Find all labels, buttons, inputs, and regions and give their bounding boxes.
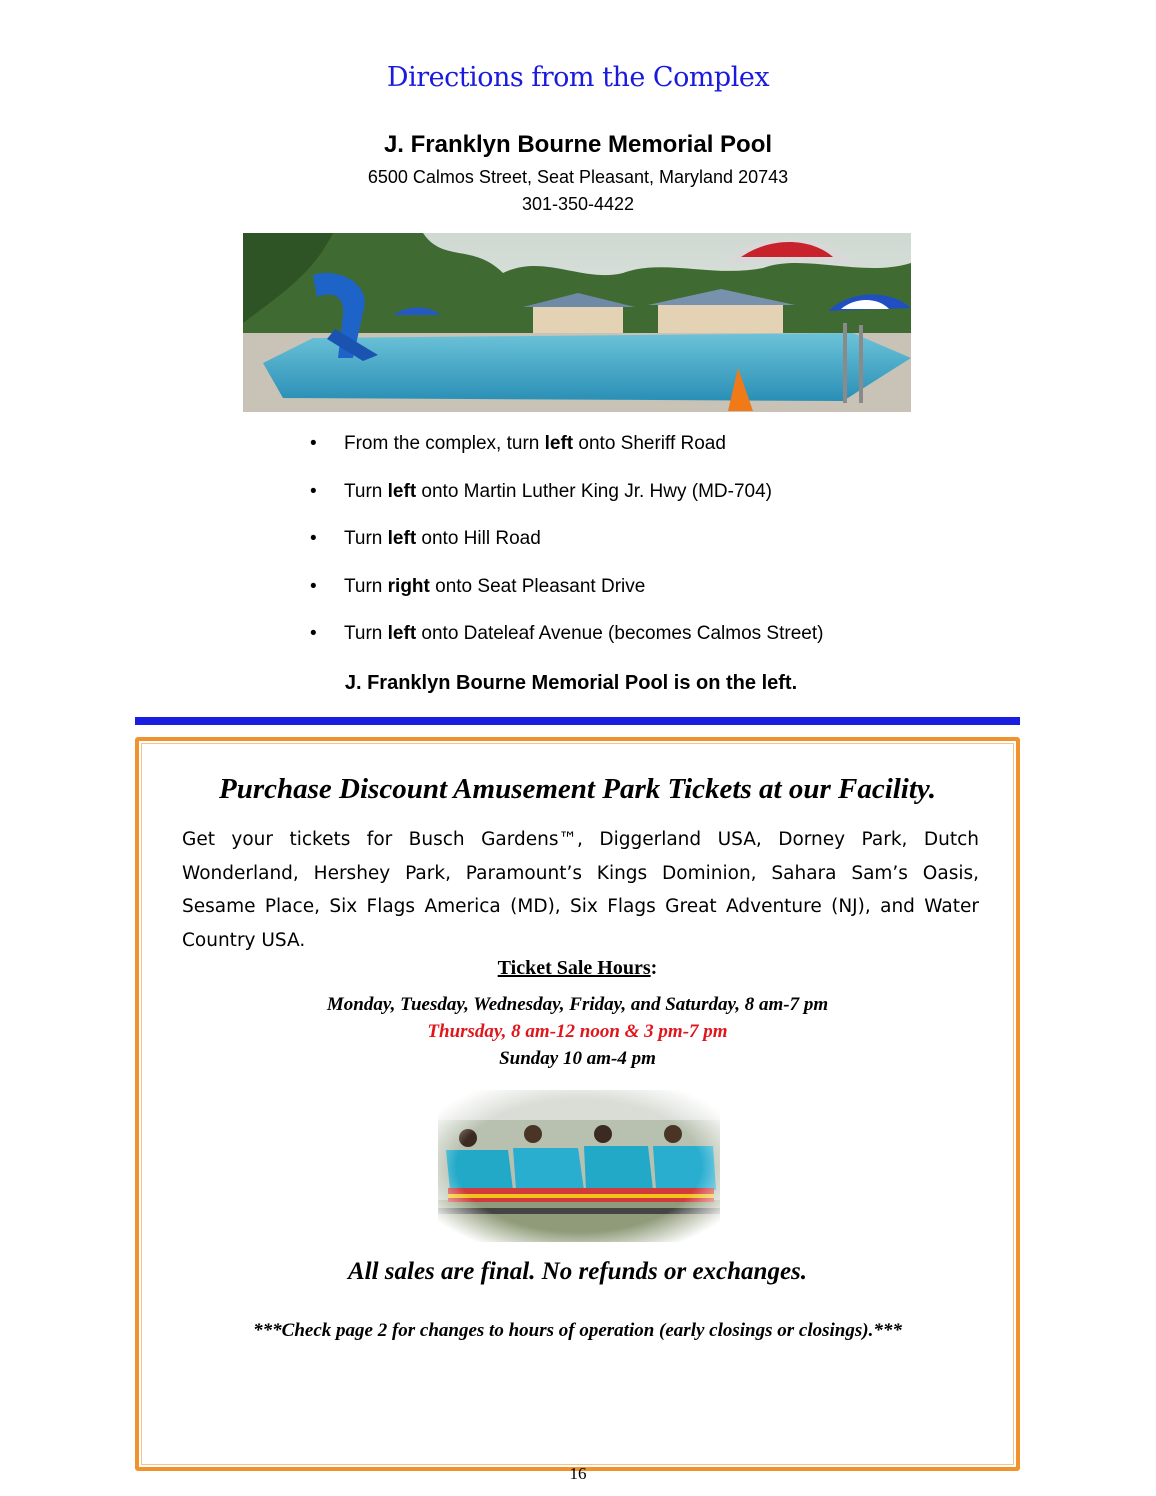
- ticket-hours-label: Ticket Sale Hours:: [497, 957, 658, 979]
- pool-address: 6500 Calmos Street, Seat Pleasant, Maryland 20743: [367, 167, 789, 187]
- pool-photo: [243, 233, 911, 412]
- direction-step: • From the complex, turn left onto Sheriff Road: [310, 433, 726, 454]
- directions-list: [308, 430, 948, 668]
- page-number: 16: [569, 1464, 587, 1483]
- arrival-note: J. Franklyn Bourne Memorial Pool is on the left.: [344, 672, 798, 694]
- page-title: Directions from the Complex: [386, 62, 770, 93]
- direction-step: • Turn left onto Martin Luther King Jr. Hwy (MD-704): [310, 480, 772, 502]
- direction-step: • Turn left onto Dateleaf Avenue (becomes Calmos Street): [310, 623, 824, 644]
- sales-final-notice: All sales are final. No refunds or exchanges.: [347, 1258, 808, 1285]
- hours-weekdays: Monday, Tuesday, Wednesday, Friday, and Saturday, 8 am-7 pm: [326, 994, 829, 1015]
- roller-coaster-photo: [438, 1090, 720, 1242]
- section-divider: [135, 717, 1020, 725]
- direction-step: • Turn left onto Hill Road: [310, 528, 541, 549]
- promo-heading: Purchase Discount Amusement Park Tickets at our Facility.: [219, 773, 936, 805]
- pool-name: J. Franklyn Bourne Memorial Pool: [383, 131, 773, 158]
- hours-change-notice: ***Check page 2 for changes to hours of operation (early closings or closings).***: [253, 1320, 902, 1341]
- promo-body: Get your tickets for Busch Gardens™, Diggerland USA, Dorney Park, Dutch Wonderland, Hershey Park, Paramount’s Kings Dominion, Sahara Sam’s Oasis, Sesame Place, Six Flags America (MD), Six Flags Great Adventure (NJ), and Water Country USA.: [182, 829, 979, 952]
- direction-step: • Turn right onto Seat Pleasant Drive: [310, 575, 646, 597]
- pool-phone: 301-350-4422: [521, 194, 635, 214]
- hours-sunday: Sunday 10 am-4 pm: [499, 1048, 656, 1069]
- hours-thursday: Thursday, 8 am-12 noon & 3 pm-7 pm: [427, 1021, 728, 1042]
